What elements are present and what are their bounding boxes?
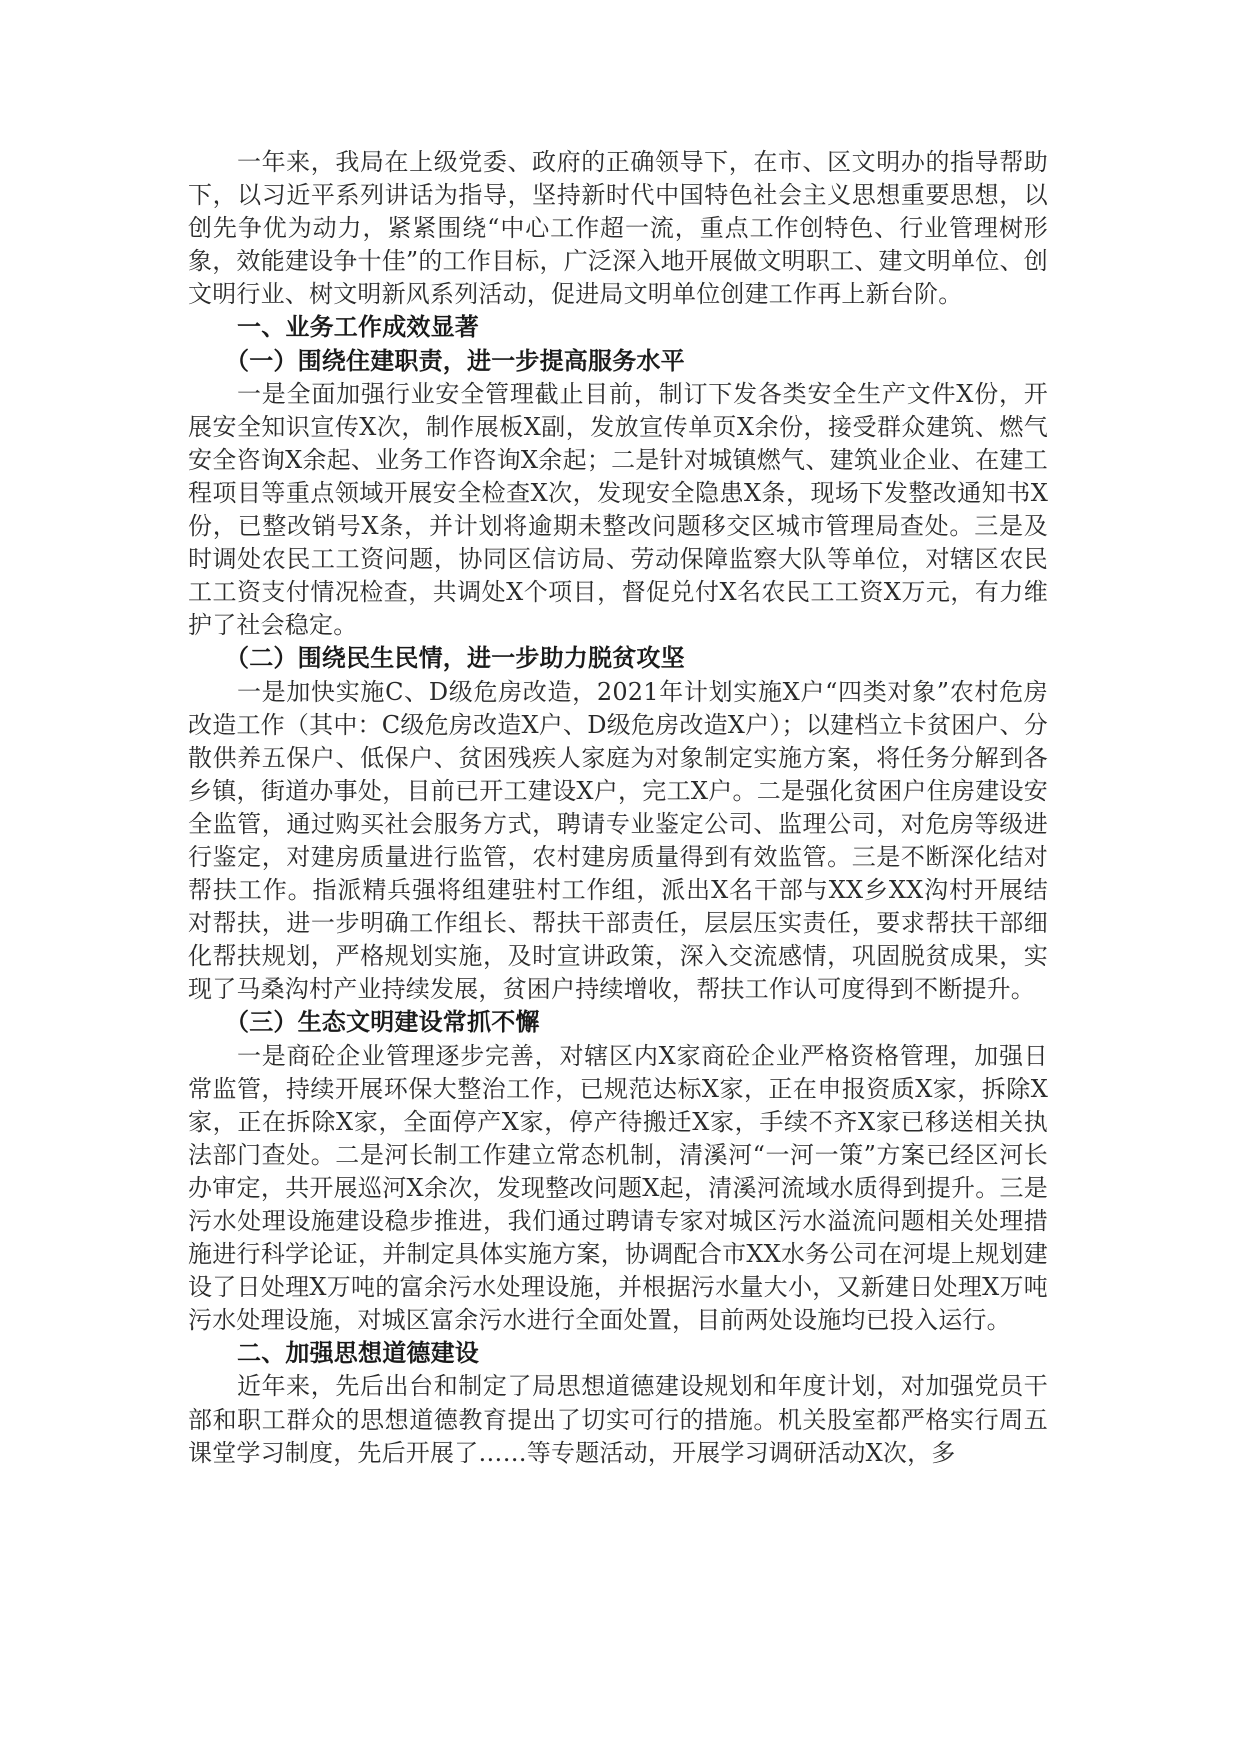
intro-paragraph: 一年来，我局在上级党委、政府的正确领导下，在市、区文明办的指导帮助下，以习近平系列讲话为指导，坚持新时代中国特色社会主义思想重要思想，以创先争优为动力，紧紧围绕“中心工作超一流，重点工作创特色、行业管理树形象，效能建设争十佳”的工作目标，广泛深入地开展做文明职工、建文明单位、创文明行业、树文明新风系列活动，促进局文明单位创建工作再上新台阶。: [188, 148, 1048, 309]
section-1-heading: 一、业务工作成效显著: [237, 313, 479, 342]
subsection-1-body: 一是全面加强行业安全管理截止目前，制订下发各类安全生产文件X份，开展安全知识宣传X次，制作展板X副，发放宣传单页X余份，接受群众建筑、燃气安全咨询X余起、业务工作咨询X余起；二是针对城镇燃气、建筑业企业、在建工程项目等重点领域开展安全检查X次，发现安全隐患X条，现场下发整改通知书X份，已整改销号X条，并计划将逾期未整改问题移交区城市管理局查处。三是及时调处农民工工资问题，协同区信访局、劳动保障监察大队等单位，对辖区农民工工资支付情况检查，共调处X个项目，督促兑付X名农民工工资X万元，有力维护了社会稳定。: [188, 379, 1048, 640]
section-2-heading: 二、加强思想道德建设: [237, 1339, 479, 1368]
subsection-2-body: 一是加快实施C、D级危房改造，2021年计划实施X户“四类对象”农村危房改造工作（其中：C级危房改造X户、D级危房改造X户）；以建档立卡贫困户、分散供养五保户、低保户、贫困残疾人家庭为对象制定实施方案，将任务分解到各乡镇，街道办事处，目前已开工建设X户，完工X户。二是强化贫困户住房建设安全监管，通过购买社会服务方式，聘请专业鉴定公司、监理公司，对危房等级进行鉴定，对建房质量进行监管，农村建房质量得到有效监管。三是不断深化结对帮扶工作。指派精兵强将组建驻村工作组，派出X名干部与XX乡XX沟村开展结对帮扶，进一步明确工作组长、帮扶干部责任，层层压实责任，要求帮扶干部细化帮扶规划，严格规划实施，及时宣讲政策，深入交流感情，巩固脱贫成果，实现了马桑沟村产业持续发展，贫困户持续增收，帮扶工作认可度得到不断提升。: [188, 677, 1048, 1004]
section-2-body: 近年来，先后出台和制定了局思想道德建设规划和年度计划，对加强党员干部和职工群众的思想道德教育提出了切实可行的措施。机关股室都严格实行周五课堂学习制度，先后开展了……等专题活动，开展学习调研活动X次，多: [188, 1372, 1048, 1467]
subsection-3-heading: （三）生态文明建设常抓不懈: [225, 1008, 540, 1037]
subsection-2-heading: （二）围绕民生民情，进一步助力脱贫攻坚: [225, 644, 685, 673]
subsection-1-heading: （一）围绕住建职责，进一步提高服务水平: [225, 346, 685, 375]
document-page: [188, 146, 1048, 1470]
subsection-3-body: 一是商砼企业管理逐步完善，对辖区内X家商砼企业严格资格管理，加强日常监管，持续开展环保大整治工作，已规范达标X家，正在申报资质X家，拆除X家，正在拆除X家，全面停产X家，停产待搬迁X家，手续不齐X家已移送相关执法部门查处。二是河长制工作建立常态机制，清溪河“一河一策”方案已经区河长办审定，共开展巡河X余次，发现整改问题X起，清溪河流域水质得到提升。三是污水处理设施建设稳步推进，我们通过聘请专家对城区污水溢流问题相关处理措施进行科学论证，并制定具体实施方案，协调配合市XX水务公司在河堤上规划建设了日处理X万吨的富余污水处理设施，并根据污水量大小，又新建日处理X万吨污水处理设施，对城区富余污水进行全面处置，目前两处设施均已投入运行。: [188, 1041, 1048, 1335]
